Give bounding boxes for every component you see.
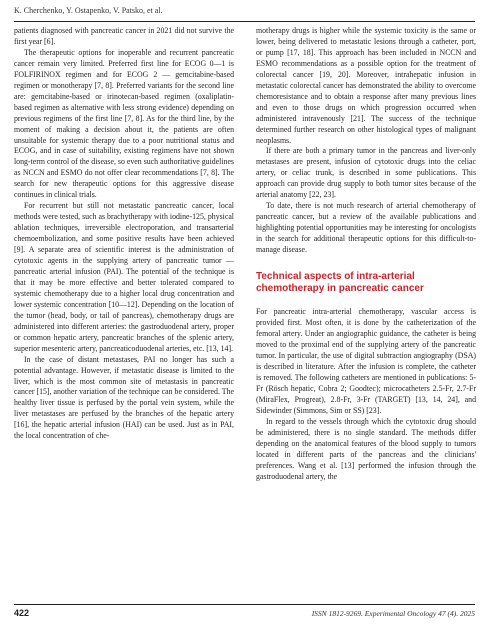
- page-footer: [14, 604, 475, 618]
- paragraph: If there are both a primary tumor in the pancreas and liver-only metastases are present, infusion of cytotoxic drugs into the celiac artery, or celiac trunk, is described in some publications. This approach can provide drug supply to both tumor sites because of the arterial anatomy [22, 23].: [256, 146, 476, 200]
- left-column: [14, 26, 234, 442]
- header-rule: [14, 21, 475, 22]
- paragraph: patients diagnosed with pancreatic cancer in 2021 did not survive the first year [6].: [14, 26, 234, 46]
- running-head: K. Cherchenko, Y. Ostapenko, V. Patsko, et al.: [14, 6, 163, 15]
- section-heading: Technical aspects of intra-arterial chemotherapy in pancreatic cancer: [256, 271, 424, 295]
- paragraph: For pancreatic intra-arterial chemotherapy, vascular access is provided first. Most often, it is done by the catheterization of the femoral artery. Under an angiographic guidance, the catheter is being moved to the proximal end of the supplying artery of the pancreatic tumor. In particular, the use of digital subtraction angiography (DSA) is described in literature. After the infusion is complete, the catheter is removed. The following catheters are mentioned in publications: 5-Fr (Rösch hepatic, Cobra 2; Goodtec); microcatheters 2.5-Fr, 2.7-Fr (MiraFlex, Progreat), 2.8-Fr, 3-Fr (TARGET) [13, 14, 24], and Sidewinder (Simmons, Sim or SS) [23].: [256, 307, 476, 415]
- paragraph: To date, there is not much research of arterial chemotherapy of pancreatic cancer, but a review of the available publications and highlighting potential opportunities may be interesting for oncologists in the search for additional therapeutic options for this difficult-to-manage disease.: [256, 201, 476, 255]
- journal-citation: ISSN 1812-9269. Experimental Oncology 47 (4). 2025: [311, 609, 475, 618]
- paragraph: In regard to the vessels through which the cytotoxic drug should be administered, there is no single standard. The methods differ depending on the anatomical features of the blood supply to tumors located in different parts of the pancreas and the clinicians' preferences. Wang et al. [13] performed the infusion through the gastroduodenal artery, the: [256, 416, 476, 481]
- page-number: 422: [14, 608, 30, 618]
- paragraph: For recurrent but still not metastatic pancreatic cancer, local methods were tested, such as brachytherapy with iodine-125, physical ablation techniques, irreversible electroporation, and transarterial chemoembolization, and some positive results have been achieved [9]. A separate area of scientific interest is the administration of cytotoxic agents in the supplying artery of pancreatic tumor — pancreatic arterial infusion (PAI). The potential of the technique is that it may be more effective and better tolerated compared to systemic chemotherapy due to a higher local drug concentration and lower systemic concentration [10—12]. Depending on the location of the tumor (head, body, or tail of pancreas), chemotherapy drugs are administered into different arteries: the gastroduodenal artery, proper or common hepatic artery, pancreatic branches of the splenic artery, superior mesenteric artery, pancreaticoduodenal arteries, etc. [13, 14].: [14, 201, 234, 353]
- paragraph: motherapy drugs is higher while the systemic toxicity is the same or lower, being delivered to metastatic lesions through a catheter, port, or pump [17, 18]. This approach has been included in NCCN and ESMO recommendations as a possible option for the treatment of colorectal cancer [19, 20]. Moreover, intrahepatic infusion in metastatic colorectal cancer has demonstrated the ability to overcome chemoresistance and to obtain a response after many previous lines and even to those drugs on which progression occurred when administered intravenously [21]. The success of the technique determined further research on other histological types of malignant neoplasms.: [256, 26, 476, 145]
- paragraph: The therapeutic options for inoperable and recurrent pancreatic cancer remain very limited. Preferred first line for ECOG 0—1 is FOLFIRINOX regimen and for ECOG 2 — gemcitabine-based regimen or monotherapy [7, 8]. Preferred variants for the second line are: gemcitabine-based or irinotecan-based regimen (oxaliplatin-based regimen as alternative with less strong evidence) depending on previous regimens of the first line [7, 8]. As for the third line, by the moment of making a decision about it, the patients are often unsuitable for systemic therapy due to a poor nutritional status and ECOG, and in case of suitability, existing regimens have not shown long-term control of the disease, so even such authoritative guidelines as NCCN and ESMO do not offer clear recommendations [7, 8]. The search for new therapeutic options for this aggressive disease continues in clinical trials.: [14, 47, 234, 200]
- paragraph: In the case of distant metastases, PAI no longer has such a potential advantage. However, if metastatic disease is limited to the liver, which is the most common site of metastasis in pancreatic cancer [15], another variation of the technique can be considered. The healthy liver tissue is perfused by the portal vein system, while the liver metastases are perfused by the branches of the hepatic artery [16], the hepatic arterial infusion (HAI) can be used. Just as in PAI, the local concentration of che-: [14, 354, 234, 441]
- right-column: [256, 26, 476, 483]
